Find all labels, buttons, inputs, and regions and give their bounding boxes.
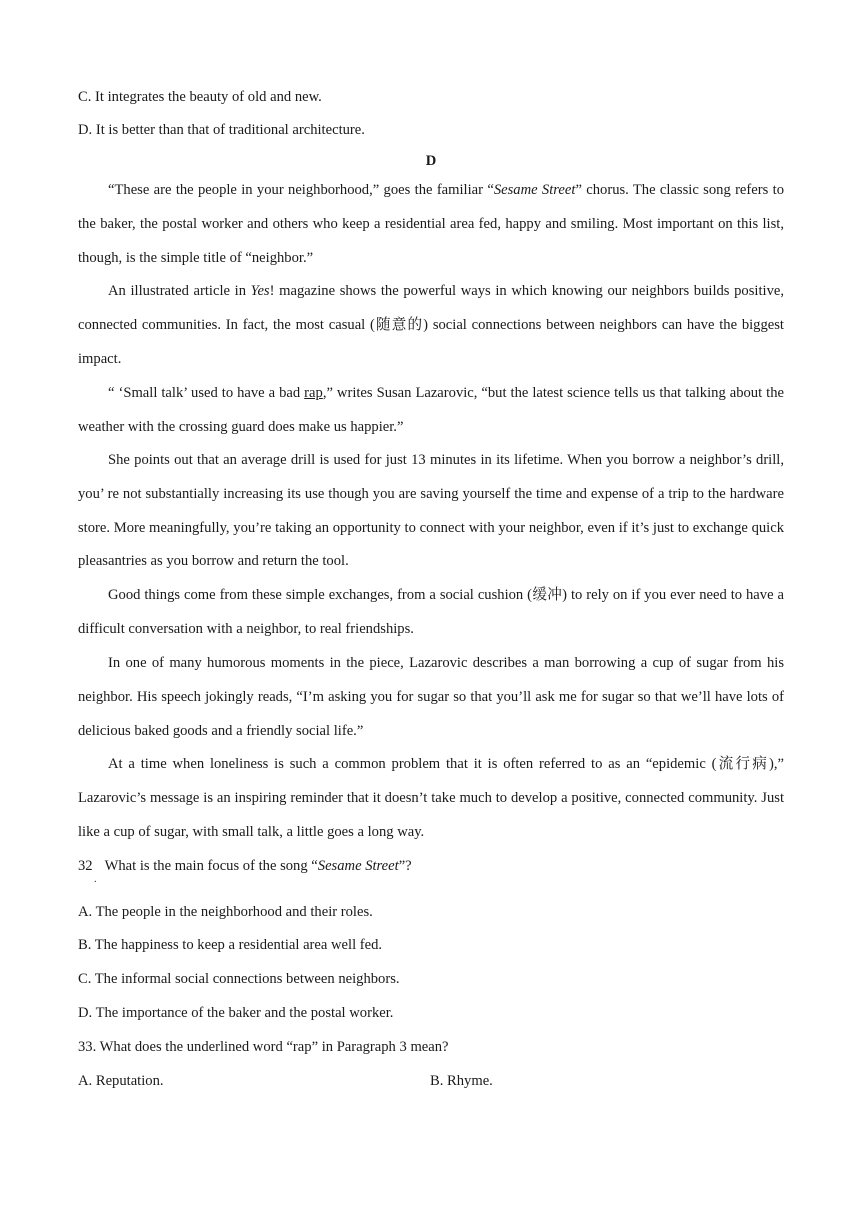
p6-text: In one of many humorous moments in the piece, Lazarovic describes a man borrowing a cup of sugar from his neighbor. His speech jokingly reads, “I’m asking you for sugar so that you’ll ask me for sugar so that we’ll have lots of delicious baked goods and a friendly social life.” bbox=[78, 655, 784, 739]
question-33-stem: 33. What does the underlined word “rap” in Paragraph 3 mean? bbox=[78, 1039, 449, 1055]
prev-option-c: C. It integrates the beauty of old and new. bbox=[78, 89, 322, 105]
p4-text: She points out that an average drill is used for just 13 minutes in its lifetime. When you borrow a neighbor’s drill, you’ re not substantially increasing its use though you are saving yourself the time and expense of a trip to the hardware store. More meaningfully, you’re taking an opportunity to connect with your neighbor, even if it’s just to exchange quick pleasantries as you borrow and return the tool. bbox=[78, 452, 784, 570]
q33-option-b[interactable]: B. Rhyme. bbox=[430, 1073, 493, 1089]
p2-magazine-name: Yes bbox=[250, 283, 270, 299]
underlined-word-rap: rap bbox=[304, 385, 323, 401]
section-heading: D bbox=[425, 153, 437, 169]
q32-song-title: Sesame Street bbox=[317, 858, 399, 874]
passage-paragraph-5 bbox=[78, 579, 784, 647]
q33-option-a[interactable]: A. Reputation. bbox=[78, 1073, 164, 1089]
question-32-stem bbox=[78, 856, 412, 876]
q32-option-b[interactable]: B. The happiness to keep a residential area well fed. bbox=[78, 937, 383, 953]
p5-text: Good things come from these simple exchanges, from a social cushion (缓冲) to rely on if you ever need to have a difficult conversation with a neighbor, to real friendships. bbox=[78, 587, 784, 637]
p1-text-b: ” chorus. The classic song refers to the baker, the postal worker and others who keep a residential area fed, happy and smiling. Most important on this list, though, is the simple title of “neighbor.” bbox=[78, 182, 784, 266]
passage-paragraph-6 bbox=[78, 647, 784, 748]
q32-stem-a: What is the main focus of the song “ bbox=[104, 858, 318, 874]
p2-text-a: An illustrated article in bbox=[108, 283, 251, 299]
q32-option-c[interactable]: C. The informal social connections between neighbors. bbox=[78, 971, 400, 987]
passage-paragraph-4 bbox=[78, 444, 784, 579]
prev-option-d: D. It is better than that of traditional architecture. bbox=[78, 122, 365, 138]
q32-option-a[interactable]: A. The people in the neighborhood and their roles. bbox=[78, 904, 373, 920]
passage-paragraph-7 bbox=[78, 748, 784, 849]
passage-paragraph-1 bbox=[78, 174, 784, 275]
p2-text-b: ! magazine shows the powerful ways in which knowing our neighbors builds positive, connected communities. In fact, the most casual (随意的) social connections between neighbors can have the biggest impact. bbox=[78, 283, 784, 367]
q32-option-d[interactable]: D. The importance of the baker and the postal worker. bbox=[78, 1005, 394, 1021]
p3-text-b: ,” writes Susan Lazarovic, “but the latest science tells us that talking about the weather with the crossing guard does make us happier.” bbox=[78, 385, 784, 435]
p7-text: At a time when loneliness is such a common problem that it is often referred to as an “epidemic (流行病),” Lazarovic’s message is an inspiring reminder that it doesn’t take much to develop a positive, connected community. Just like a cup of sugar, with small talk, a little goes a long way. bbox=[78, 756, 784, 840]
passage-paragraph-3 bbox=[78, 377, 784, 445]
p1-text-a: “These are the people in your neighborhood,” goes the familiar “ bbox=[108, 182, 494, 198]
p1-song-title: Sesame Street bbox=[493, 182, 576, 198]
question-32-number: 32 bbox=[78, 858, 93, 874]
q32-stem-b: ”? bbox=[398, 858, 412, 874]
passage-paragraph-2 bbox=[78, 275, 784, 376]
question-32-dot: . bbox=[94, 874, 97, 885]
p3-text-a: “ ‘Small talk’ used to have a bad bbox=[108, 385, 305, 401]
